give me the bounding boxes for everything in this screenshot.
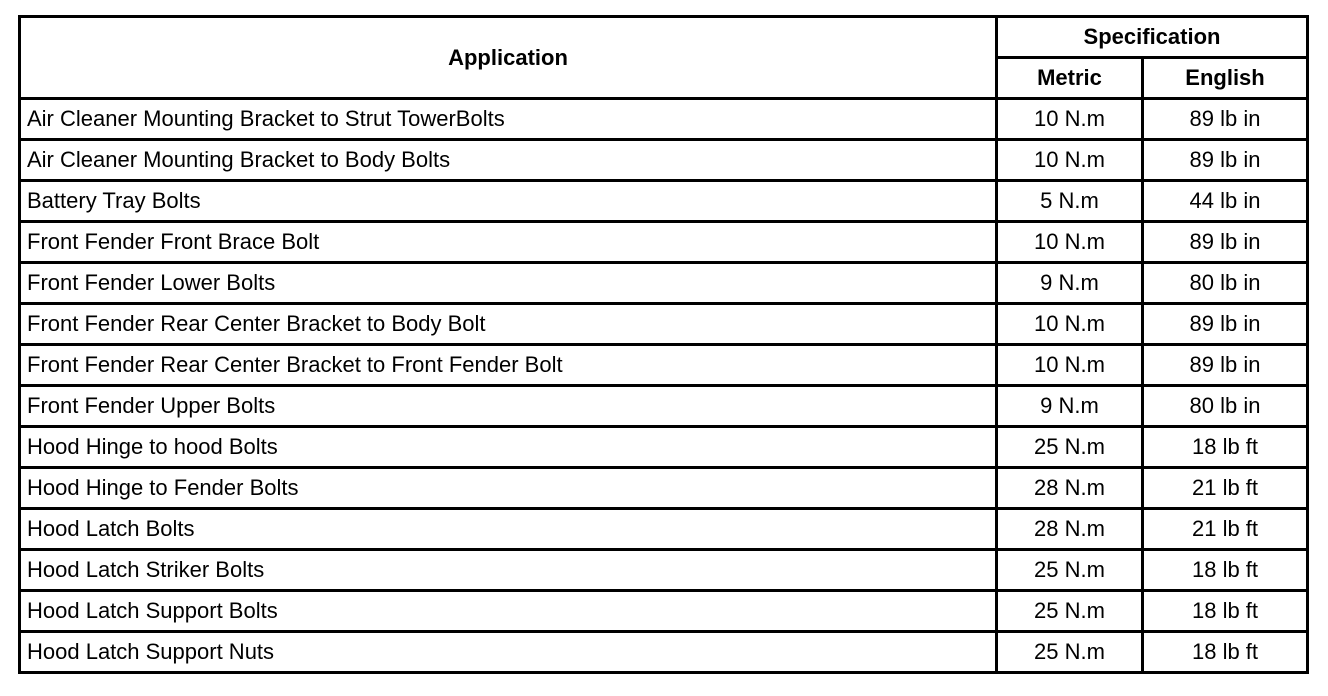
metric-cell: 10 N.m bbox=[997, 304, 1143, 345]
torque-spec-table bbox=[18, 15, 1309, 674]
header-application: Application bbox=[20, 17, 997, 99]
english-cell: 44 lb in bbox=[1143, 181, 1308, 222]
application-cell: Hood Latch Bolts bbox=[20, 509, 997, 550]
metric-cell: 10 N.m bbox=[997, 222, 1143, 263]
english-cell: 89 lb in bbox=[1143, 222, 1308, 263]
english-cell: 21 lb ft bbox=[1143, 468, 1308, 509]
table-row bbox=[20, 304, 1308, 345]
table-row bbox=[20, 140, 1308, 181]
metric-cell: 25 N.m bbox=[997, 550, 1143, 591]
table-row bbox=[20, 222, 1308, 263]
application-cell: Air Cleaner Mounting Bracket to Strut TowerBolts bbox=[20, 99, 997, 140]
metric-cell: 25 N.m bbox=[997, 591, 1143, 632]
english-cell: 89 lb in bbox=[1143, 140, 1308, 181]
header-english: English bbox=[1143, 58, 1308, 99]
metric-cell: 9 N.m bbox=[997, 386, 1143, 427]
english-cell: 21 lb ft bbox=[1143, 509, 1308, 550]
application-cell: Front Fender Rear Center Bracket to Body Bolt bbox=[20, 304, 997, 345]
header-specification: Specification bbox=[997, 17, 1308, 58]
header-row-top bbox=[20, 17, 1308, 58]
table-row bbox=[20, 632, 1308, 673]
table-body bbox=[20, 99, 1308, 673]
application-cell: Hood Latch Support Nuts bbox=[20, 632, 997, 673]
application-cell: Battery Tray Bolts bbox=[20, 181, 997, 222]
english-cell: 89 lb in bbox=[1143, 345, 1308, 386]
metric-cell: 9 N.m bbox=[997, 263, 1143, 304]
application-cell: Front Fender Lower Bolts bbox=[20, 263, 997, 304]
table-row bbox=[20, 263, 1308, 304]
application-cell: Hood Hinge to hood Bolts bbox=[20, 427, 997, 468]
table-row bbox=[20, 181, 1308, 222]
metric-cell: 25 N.m bbox=[997, 632, 1143, 673]
metric-cell: 5 N.m bbox=[997, 181, 1143, 222]
metric-cell: 28 N.m bbox=[997, 509, 1143, 550]
english-cell: 18 lb ft bbox=[1143, 632, 1308, 673]
metric-cell: 10 N.m bbox=[997, 345, 1143, 386]
english-cell: 18 lb ft bbox=[1143, 427, 1308, 468]
table-row bbox=[20, 386, 1308, 427]
metric-cell: 28 N.m bbox=[997, 468, 1143, 509]
application-cell: Air Cleaner Mounting Bracket to Body Bolts bbox=[20, 140, 997, 181]
table-row bbox=[20, 99, 1308, 140]
table-row bbox=[20, 591, 1308, 632]
english-cell: 89 lb in bbox=[1143, 304, 1308, 345]
application-cell: Front Fender Upper Bolts bbox=[20, 386, 997, 427]
application-cell: Hood Hinge to Fender Bolts bbox=[20, 468, 997, 509]
application-cell: Hood Latch Striker Bolts bbox=[20, 550, 997, 591]
english-cell: 18 lb ft bbox=[1143, 591, 1308, 632]
english-cell: 89 lb in bbox=[1143, 99, 1308, 140]
table-row bbox=[20, 427, 1308, 468]
header-metric: Metric bbox=[997, 58, 1143, 99]
english-cell: 80 lb in bbox=[1143, 386, 1308, 427]
english-cell: 18 lb ft bbox=[1143, 550, 1308, 591]
table-row bbox=[20, 509, 1308, 550]
metric-cell: 25 N.m bbox=[997, 427, 1143, 468]
table-row bbox=[20, 345, 1308, 386]
metric-cell: 10 N.m bbox=[997, 99, 1143, 140]
application-cell: Hood Latch Support Bolts bbox=[20, 591, 997, 632]
metric-cell: 10 N.m bbox=[997, 140, 1143, 181]
application-cell: Front Fender Rear Center Bracket to Front Fender Bolt bbox=[20, 345, 997, 386]
english-cell: 80 lb in bbox=[1143, 263, 1308, 304]
table-row bbox=[20, 468, 1308, 509]
application-cell: Front Fender Front Brace Bolt bbox=[20, 222, 997, 263]
table-row bbox=[20, 550, 1308, 591]
